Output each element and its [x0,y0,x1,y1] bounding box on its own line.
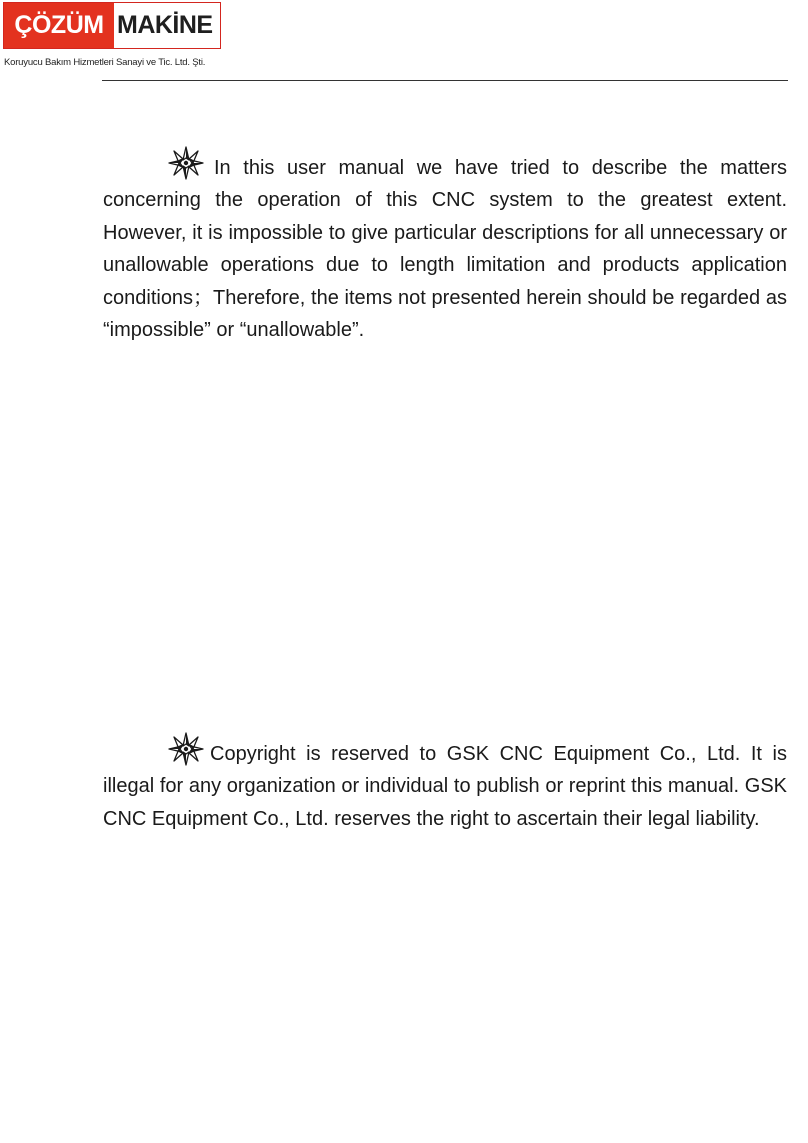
logo-wordmark-part1: ÇÖZÜM [4,3,114,48]
copyright-text: Copyright is reserved to GSK CNC Equipment Co., Ltd. It is illegal for any organization or individual to publish or reprint this manual. GSK CNC Equipment Co., Ltd. reserves the right to ascertain their legal liability. [103,743,787,830]
notice-text: In this user manual we have tried to describe the matters concerning the operation of this CNC system to the greatest extent. However, it is impossible to give particular descriptions for all unnecessary or unallowable operations due to length limitation and products application conditions；Therefore, the items not presented herein should be regarded as “impossible” or “unallowable”. [103,157,787,342]
company-logo [3,2,223,72]
compass-star-icon [166,146,206,180]
compass-star-icon [166,732,206,766]
logo-wordmark-part2: MAKİNE [114,3,220,48]
logo-subtitle: Koruyucu Bakım Hizmetleri Sanayi ve Tic. Ltd. Şti. [4,57,206,68]
copyright-paragraph [103,732,787,835]
notice-paragraph [103,146,787,346]
logo-wordmark [3,2,221,49]
header-divider [102,80,788,81]
